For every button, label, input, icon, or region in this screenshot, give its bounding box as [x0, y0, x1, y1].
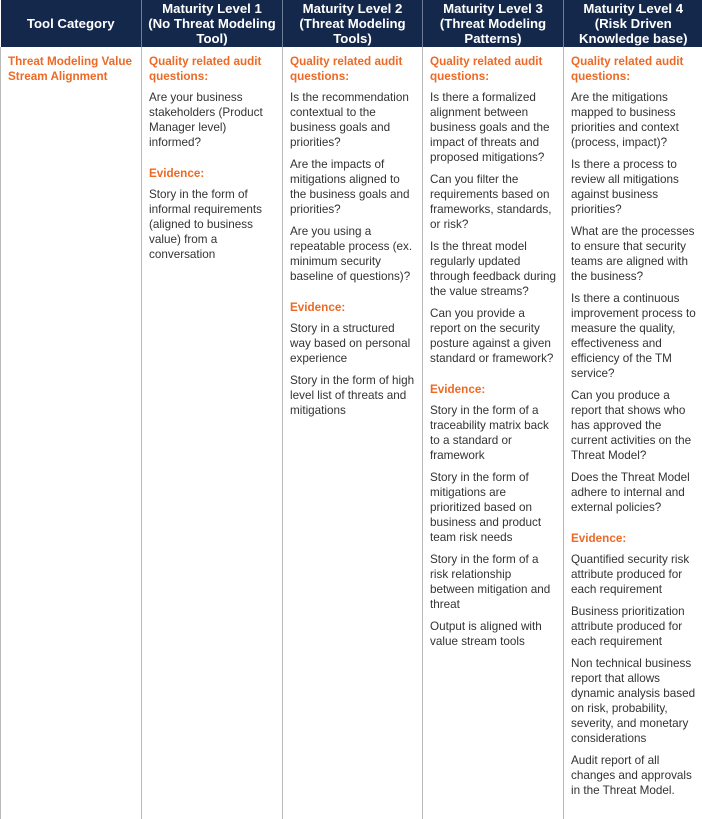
level-3-cell	[423, 47, 564, 819]
evidence-item: Story in the form of a risk relationship between mitigation and threat	[430, 552, 557, 612]
evidence-heading: Evidence:	[149, 166, 276, 181]
audit-question: Is there a continuous improvement process to measure the quality, effectiveness and efficiency of the TM service?	[571, 291, 696, 381]
quality-questions-heading: Quality related audit questions:	[430, 54, 557, 84]
evidence-item: Business prioritization attribute produced for each requirement	[571, 604, 696, 649]
audit-question: Are your business stakeholders (Product Manager level) informed?	[149, 90, 276, 150]
audit-question: Is there a process to review all mitigations against business priorities?	[571, 157, 696, 217]
header-row	[1, 0, 702, 47]
evidence-item: Quantified security risk attribute produced for each requirement	[571, 552, 696, 597]
audit-question: Is there a formalized alignment between business goals and the impact of threats and proposed mitigations?	[430, 90, 557, 165]
audit-question: Are the mitigations mapped to business priorities and context (process, impact)?	[571, 90, 696, 150]
quality-questions-heading: Quality related audit questions:	[571, 54, 696, 84]
table-row	[1, 47, 702, 819]
level-4-cell	[564, 47, 702, 819]
audit-question: Can you filter the requirements based on frameworks, standards, or risk?	[430, 172, 557, 232]
evidence-item: Story in a structured way based on personal experience	[290, 321, 416, 366]
quality-questions-heading: Quality related audit questions:	[149, 54, 276, 84]
audit-question: Is the threat model regularly updated through feedback during the value streams?	[430, 239, 557, 299]
header-tool-category: Tool Category	[1, 0, 142, 47]
level-1-cell	[142, 47, 283, 819]
audit-question: What are the processes to ensure that security teams are aligned with the business?	[571, 224, 696, 284]
evidence-heading: Evidence:	[430, 382, 557, 397]
audit-question: Can you produce a report that shows who has approved the current activities on the Threat Model?	[571, 388, 696, 463]
level-2-cell	[283, 47, 423, 819]
evidence-item: Output is aligned with value stream tools	[430, 619, 557, 649]
evidence-item: Story in the form of mitigations are prioritized based on business and product team risk needs	[430, 470, 557, 545]
category-label: Threat Modeling Value Stream Alignment	[8, 54, 135, 84]
audit-question: Are you using a repeatable process (ex. minimum security baseline of questions)?	[290, 224, 416, 284]
evidence-item: Story in the form of informal requirements (aligned to business value) from a conversation	[149, 187, 276, 262]
evidence-heading: Evidence:	[290, 300, 416, 315]
audit-question: Are the impacts of mitigations aligned to the business goals and priorities?	[290, 157, 416, 217]
audit-question: Can you provide a report on the security posture against a given standard or framework?	[430, 306, 557, 366]
audit-question: Is the recommendation contextual to the business goals and priorities?	[290, 90, 416, 150]
evidence-item: Story in the form of high level list of threats and mitigations	[290, 373, 416, 418]
quality-questions-heading: Quality related audit questions:	[290, 54, 416, 84]
evidence-item: Audit report of all changes and approvals in the Threat Model.	[571, 753, 696, 798]
evidence-heading: Evidence:	[571, 531, 696, 546]
header-maturity-level-4: Maturity Level 4 (Risk Driven Knowledge base)	[564, 0, 702, 47]
header-maturity-level-3: Maturity Level 3 (Threat Modeling Patterns)	[423, 0, 564, 47]
category-cell	[1, 47, 142, 819]
audit-question: Does the Threat Model adhere to internal and external policies?	[571, 470, 696, 515]
evidence-item: Non technical business report that allows dynamic analysis based on risk, probability, severity, and monetary considerations	[571, 656, 696, 746]
header-maturity-level-1: Maturity Level 1 (No Threat Modeling Tool)	[142, 0, 283, 47]
header-maturity-level-2: Maturity Level 2 (Threat Modeling Tools)	[283, 0, 423, 47]
evidence-item: Story in the form of a traceability matrix back to a standard or framework	[430, 403, 557, 463]
